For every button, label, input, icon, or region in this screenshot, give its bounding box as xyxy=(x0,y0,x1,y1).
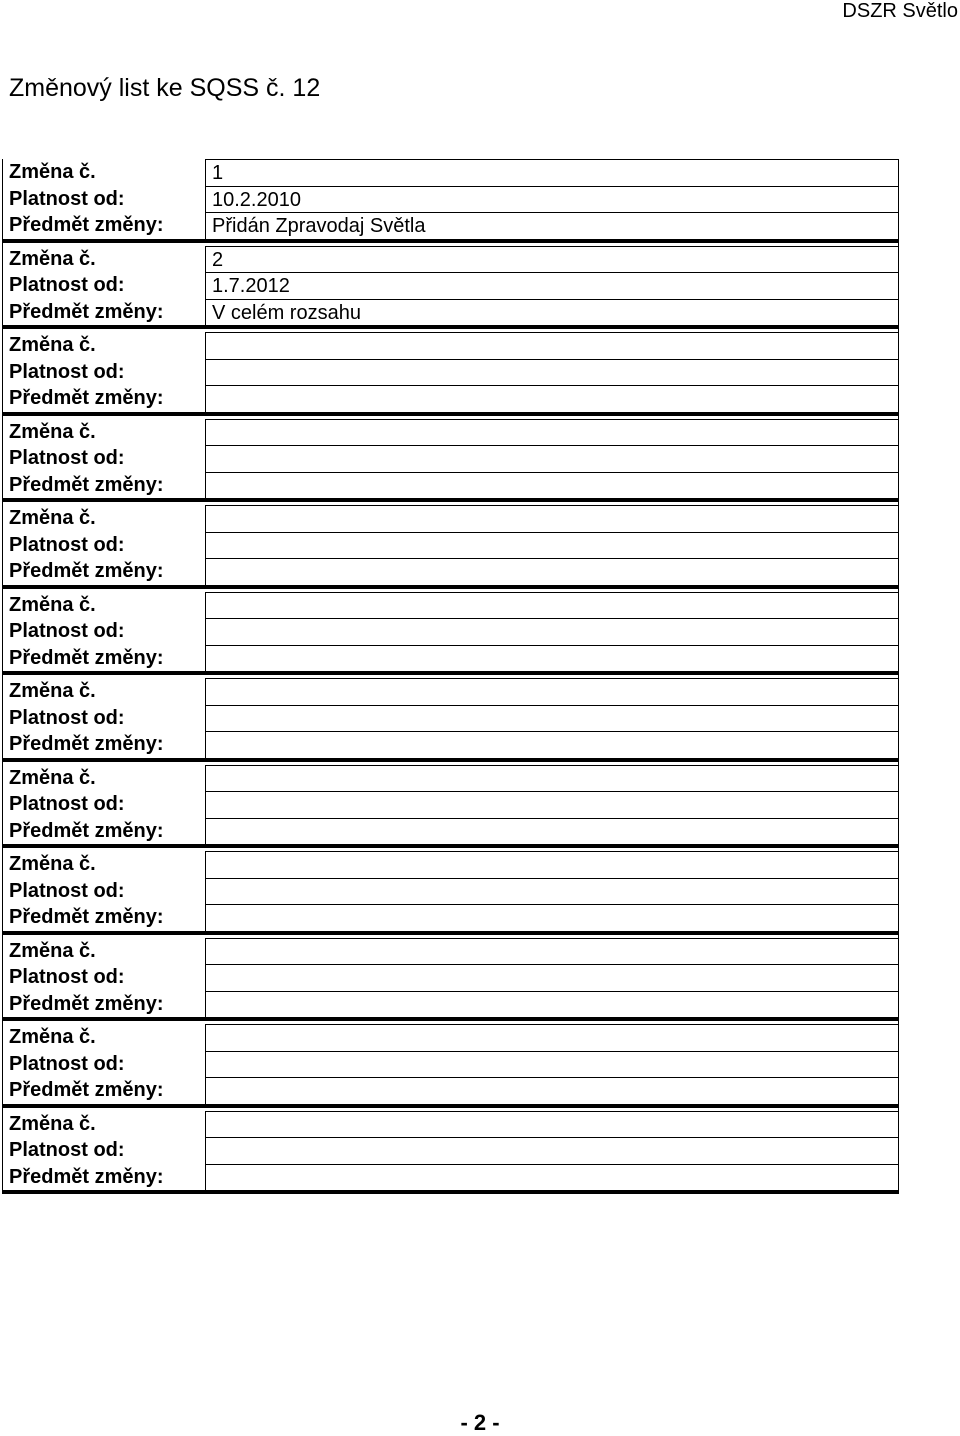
change-block xyxy=(2,159,899,243)
change-number-label: Změna č. xyxy=(2,246,205,273)
change-number-value xyxy=(205,678,899,705)
table-row xyxy=(2,558,899,585)
change-subject-value xyxy=(205,645,899,672)
table-row xyxy=(2,212,899,239)
valid-from-value xyxy=(205,618,899,645)
change-number-value: 1 xyxy=(205,159,899,186)
change-block xyxy=(2,419,899,503)
table-row xyxy=(2,332,899,359)
table-row xyxy=(2,159,899,186)
change-subject-value xyxy=(205,472,899,499)
change-subject-value xyxy=(205,818,899,845)
valid-from-value: 10.2.2010 xyxy=(205,186,899,213)
change-subject-label: Předmět změny: xyxy=(2,904,205,931)
change-subject-value xyxy=(205,1077,899,1104)
table-row xyxy=(2,1111,899,1138)
table-row xyxy=(2,1077,899,1104)
valid-from-value xyxy=(205,1051,899,1078)
change-number-label: Změna č. xyxy=(2,938,205,965)
change-subject-label: Předmět změny: xyxy=(2,385,205,412)
change-block xyxy=(2,1111,899,1195)
change-number-value xyxy=(205,505,899,532)
change-number-label: Změna č. xyxy=(2,505,205,532)
header-organization: DSZR Světlo xyxy=(842,0,958,22)
table-row xyxy=(2,878,899,905)
change-number-label: Změna č. xyxy=(2,1024,205,1051)
table-row xyxy=(2,299,899,326)
change-subject-value xyxy=(205,558,899,585)
change-number-value xyxy=(205,851,899,878)
change-number-value xyxy=(205,592,899,619)
valid-from-value xyxy=(205,359,899,386)
change-number-value xyxy=(205,938,899,965)
valid-from-value xyxy=(205,878,899,905)
page-number: - 2 - xyxy=(460,1410,500,1435)
change-subject-label: Předmět změny: xyxy=(2,645,205,672)
table-row xyxy=(2,818,899,845)
change-subject-label: Předmět změny: xyxy=(2,558,205,585)
table-row xyxy=(2,445,899,472)
table-row xyxy=(2,1051,899,1078)
change-number-label: Změna č. xyxy=(2,1111,205,1138)
change-subject-label: Předmět změny: xyxy=(2,731,205,758)
page-title: Změnový list ke SQSS č. 12 xyxy=(9,74,321,102)
table-row xyxy=(2,359,899,386)
valid-from-label: Platnost od: xyxy=(2,359,205,386)
table-row xyxy=(2,765,899,792)
change-number-label: Změna č. xyxy=(2,332,205,359)
valid-from-label: Platnost od: xyxy=(2,705,205,732)
table-row xyxy=(2,532,899,559)
table-row xyxy=(2,791,899,818)
change-subject-value xyxy=(205,991,899,1018)
table-row xyxy=(2,186,899,213)
change-subject-value xyxy=(205,1164,899,1191)
change-block xyxy=(2,851,899,935)
valid-from-label: Platnost od: xyxy=(2,791,205,818)
change-block xyxy=(2,505,899,589)
change-subject-label: Předmět změny: xyxy=(2,818,205,845)
valid-from-label: Platnost od: xyxy=(2,1137,205,1164)
table-row xyxy=(2,272,899,299)
valid-from-label: Platnost od: xyxy=(2,964,205,991)
change-number-value xyxy=(205,419,899,446)
change-subject-label: Předmět změny: xyxy=(2,991,205,1018)
table-row xyxy=(2,1024,899,1051)
change-subject-value xyxy=(205,731,899,758)
valid-from-label: Platnost od: xyxy=(2,1051,205,1078)
table-row xyxy=(2,618,899,645)
table-row xyxy=(2,419,899,446)
table-row xyxy=(2,645,899,672)
change-subject-label: Předmět změny: xyxy=(2,212,205,239)
change-number-label: Změna č. xyxy=(2,851,205,878)
change-subject-label: Předmět změny: xyxy=(2,299,205,326)
table-row xyxy=(2,678,899,705)
change-block xyxy=(2,938,899,1022)
valid-from-value xyxy=(205,532,899,559)
table-row xyxy=(2,1137,899,1164)
valid-from-label: Platnost od: xyxy=(2,272,205,299)
change-number-value xyxy=(205,765,899,792)
change-block xyxy=(2,332,899,416)
change-subject-value xyxy=(205,385,899,412)
table-row xyxy=(2,592,899,619)
change-number-value: 2 xyxy=(205,246,899,273)
change-subject-value: Přidán Zpravodaj Světla xyxy=(205,212,899,239)
table-row xyxy=(2,505,899,532)
table-row xyxy=(2,246,899,273)
valid-from-label: Platnost od: xyxy=(2,878,205,905)
change-block xyxy=(2,592,899,676)
table-row xyxy=(2,1164,899,1191)
table-row xyxy=(2,991,899,1018)
change-subject-label: Předmět změny: xyxy=(2,1077,205,1104)
valid-from-label: Platnost od: xyxy=(2,445,205,472)
valid-from-value: 1.7.2012 xyxy=(205,272,899,299)
valid-from-value xyxy=(205,1137,899,1164)
change-block xyxy=(2,246,899,330)
change-subject-value xyxy=(205,904,899,931)
change-subject-label: Předmět změny: xyxy=(2,1164,205,1191)
change-block xyxy=(2,1024,899,1108)
change-number-label: Změna č. xyxy=(2,678,205,705)
table-row xyxy=(2,938,899,965)
table-row xyxy=(2,964,899,991)
valid-from-value xyxy=(205,705,899,732)
change-subject-label: Předmět změny: xyxy=(2,472,205,499)
table-row xyxy=(2,472,899,499)
change-subject-value: V celém rozsahu xyxy=(205,299,899,326)
table-row xyxy=(2,904,899,931)
valid-from-label: Platnost od: xyxy=(2,618,205,645)
valid-from-value xyxy=(205,791,899,818)
valid-from-value xyxy=(205,964,899,991)
change-table xyxy=(2,159,899,1194)
table-row xyxy=(2,731,899,758)
change-number-value xyxy=(205,1024,899,1051)
change-number-label: Změna č. xyxy=(2,592,205,619)
change-number-label: Změna č. xyxy=(2,765,205,792)
change-number-label: Změna č. xyxy=(2,159,205,186)
change-block xyxy=(2,678,899,762)
change-number-value xyxy=(205,1111,899,1138)
change-number-value xyxy=(205,332,899,359)
valid-from-label: Platnost od: xyxy=(2,186,205,213)
table-row xyxy=(2,851,899,878)
valid-from-label: Platnost od: xyxy=(2,532,205,559)
change-number-label: Změna č. xyxy=(2,419,205,446)
table-row xyxy=(2,385,899,412)
table-row xyxy=(2,705,899,732)
valid-from-value xyxy=(205,445,899,472)
change-block xyxy=(2,765,899,849)
